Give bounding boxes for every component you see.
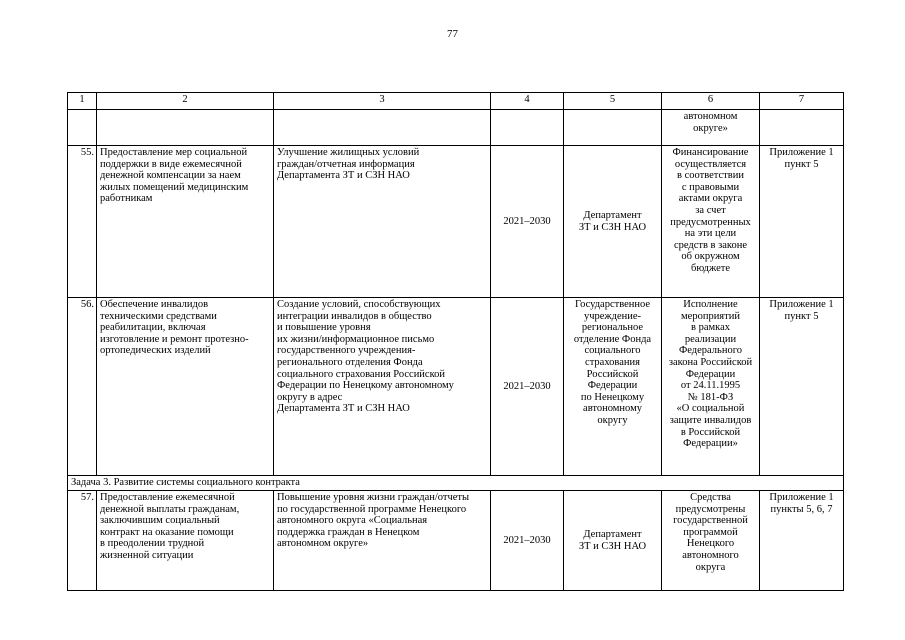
executor-cell: Департамент ЗТ и СЗН НАО <box>564 491 662 591</box>
header-cell: 3 <box>274 93 491 110</box>
row-number: 55. <box>68 146 97 298</box>
appendix-cell: Приложение 1 пункт 5 <box>760 298 844 476</box>
header-cell: 6 <box>662 93 760 110</box>
header-cell: 5 <box>564 93 662 110</box>
financing-cell: Средства предусмотрены государственной программой Ненецкого автономного округа <box>662 491 760 591</box>
executor-cell: Государственное учреждение- региональное отделение Фонда социального страхования Российской Федерации по Ненецкому автономному округу <box>564 298 662 476</box>
table-row <box>68 298 844 476</box>
result-cell: Повышение уровня жизни граждан/отчеты по государственной программе Ненецкого автономного округа «Социальная поддержка граждан в Ненецком автономном округе» <box>274 491 491 591</box>
period-cell: 2021–2030 <box>491 298 564 476</box>
result-cell: Создание условий, способствующих интеграции инвалидов в общество и повышение уровня их жизни/информационное письмо государственного учреждения- регионального отделения Фонда социального страхования Российской Федерации по Ненецкому автономному округу в адрес Департамента ЗТ и СЗН НАО <box>274 298 491 476</box>
measure-cell: Предоставление мер социальной поддержки в виде ежемесячной денежной компенсации за наем жилых помещений медицинским работникам <box>97 146 274 298</box>
table-row <box>68 146 844 298</box>
continuation-row <box>68 110 844 146</box>
row-number: 56. <box>68 298 97 476</box>
period-cell: 2021–2030 <box>491 491 564 591</box>
period-cell: 2021–2030 <box>491 146 564 298</box>
activities-table <box>67 92 844 591</box>
header-cell: 7 <box>760 93 844 110</box>
table-row <box>68 491 844 591</box>
section-title: Задача 3. Развитие системы социального контракта <box>68 476 844 491</box>
appendix-cell: Приложение 1 пункты 5, 6, 7 <box>760 491 844 591</box>
header-cell: 2 <box>97 93 274 110</box>
executor-cell: Департамент ЗТ и СЗН НАО <box>564 146 662 298</box>
header-cell: 4 <box>491 93 564 110</box>
appendix-cell: Приложение 1 пункт 5 <box>760 146 844 298</box>
row-number: 57. <box>68 491 97 591</box>
result-cell: Улучшение жилищных условий граждан/отчетная информация Департамента ЗТ и СЗН НАО <box>274 146 491 298</box>
financing-cell: Исполнение мероприятий в рамках реализации Федерального закона Российской Федерации от 24.11.1995 № 181-ФЗ «О социальной защите инвалидов в Российской Федерации» <box>662 298 760 476</box>
table-header-row <box>68 93 844 110</box>
header-cell: 1 <box>68 93 97 110</box>
section-row <box>68 476 844 491</box>
financing-cell: автономном округе» <box>662 110 760 146</box>
page-number: 77 <box>447 28 458 40</box>
financing-cell: Финансирование осуществляется в соответствии с правовыми актами округа за счет предусмотренных на эти цели средств в законе об окружном бюджете <box>662 146 760 298</box>
measure-cell: Предоставление ежемесячной денежной выплаты гражданам, заключившим социальный контракт на оказание помощи в преодолении трудной жизненной ситуации <box>97 491 274 591</box>
measure-cell: Обеспечение инвалидов техническими средствами реабилитации, включая изготовление и ремонт протезно- ортопедических изделий <box>97 298 274 476</box>
